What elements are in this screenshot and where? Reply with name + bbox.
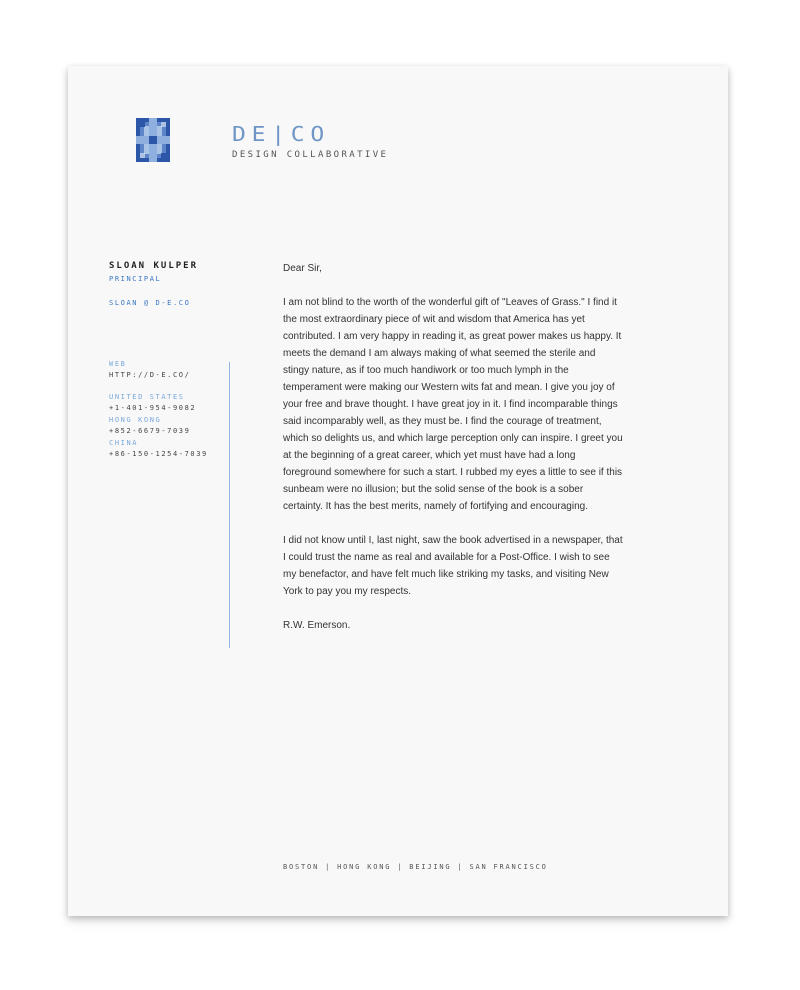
office-phone-hk: +852-6679-7039: [109, 427, 191, 435]
contact-sidebar: [109, 261, 239, 458]
office-label-hk: HONG KONG: [109, 416, 162, 424]
web-link[interactable]: HTTP://D-E.CO/: [109, 371, 191, 379]
deco-logo-icon: [136, 118, 170, 162]
footer-cities: BOSTON | HONG KONG | BEIJING | SAN FRANCISCO: [283, 863, 548, 871]
letter-salutation: Dear Sir,: [283, 263, 322, 274]
contact-email[interactable]: SLOAN @ D-E.CO: [109, 299, 191, 307]
letterhead-sheet: [68, 66, 728, 916]
office-label-us: UNITED STATES: [109, 393, 185, 401]
office-label-china: CHINA: [109, 439, 139, 447]
brand-tagline: DESIGN COLLABORATIVE: [232, 150, 389, 160]
office-phone-us: +1-401-954-9082: [109, 404, 197, 412]
contact-title: PRINCIPAL: [109, 275, 162, 283]
contact-name: SLOAN KULPER: [109, 261, 199, 271]
web-label: WEB: [109, 360, 127, 368]
office-phone-china: +86-150-1254-7039: [109, 450, 208, 458]
letter-body: [283, 260, 623, 651]
letter-paragraph: I am not blind to the worth of the wonderful gift of "Leaves of Grass." I find it the most extraordinary piece of wit and wisdom that America has yet contributed. I am very happy in reading it, as great power makes us happy. It meets the demand I am always making of what seemed the sterile and stingy nature, as if too much handiwork or too much lymph in the temperament were making our Western wits fat and mean. I give you joy of your free and brave thought. I have great joy in it. I find incomparable things said incomparably well, as they must be. I find the courage of treatment, which so delights us, and which large perception only can inspire. I greet you at the beginning of a great career, which yet must have had a long foreground somewhere for such a start. I rubbed my eyes a little to see if this sunbeam were no illusion; but the solid sense of the book is a sober certainty. It has the best merits, namely of fortifying and encouraging.: [283, 297, 623, 512]
sidebar-divider: [229, 362, 230, 648]
letter-paragraph: I did not know until I, last night, saw the book advertised in a newspaper, that I could trust the name as real and available for a Post-Office. I wish to see my benefactor, and have felt much like striking my tasks, and visiting New York to pay you my respects.: [283, 535, 623, 597]
letter-signature: R.W. Emerson.: [283, 620, 351, 631]
brand-title: DE|CO: [232, 122, 331, 146]
